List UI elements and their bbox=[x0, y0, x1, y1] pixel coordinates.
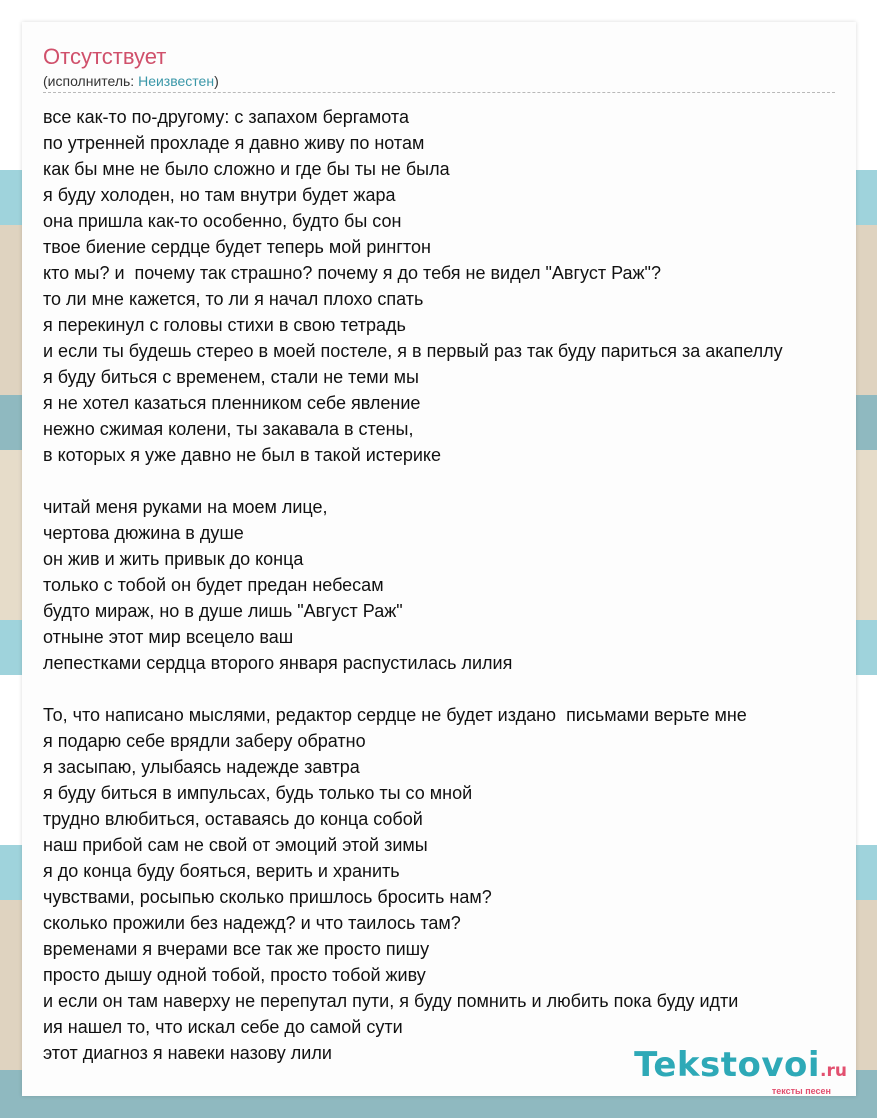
lyric-line: будто мираж, но в душе лишь "Август Раж" bbox=[43, 601, 403, 621]
lyric-line: наш прибой сам не свой от эмоций этой зимы bbox=[43, 835, 428, 855]
lyric-line: я буду биться с временем, стали не теми мы bbox=[43, 367, 419, 387]
lyric-line: нежно сжимая колени, ты закавала в стены, bbox=[43, 419, 414, 439]
logo-domain: .ru bbox=[820, 1061, 847, 1081]
lyric-line: трудно влюбиться, оставаясь до конца собой bbox=[43, 809, 423, 829]
lyric-line: я не хотел казаться пленником себе явление bbox=[43, 393, 421, 413]
logo-text: Tekstovoi bbox=[634, 1045, 821, 1085]
site-logo[interactable] bbox=[634, 1045, 847, 1096]
lyric-line: по утренней прохладе я давно живу по нотам bbox=[43, 133, 425, 153]
logo-wordmark bbox=[634, 1045, 847, 1088]
artist-link[interactable]: Неизвестен bbox=[138, 73, 215, 89]
lyric-line: этот диагноз я навеки назову лили bbox=[43, 1043, 332, 1063]
lyric-line: все как-то по-другому: с запахом бергамота bbox=[43, 107, 409, 127]
artist-suffix: ) bbox=[214, 73, 219, 89]
lyric-line: просто дышу одной тобой, просто тобой живу bbox=[43, 965, 426, 985]
lyric-line: и если ты будешь стерео в моей постеле, я в первый раз так буду париться за акапеллу bbox=[43, 341, 783, 361]
lyric-line: твое биение сердце будет теперь мой рингтон bbox=[43, 237, 431, 257]
lyrics-body bbox=[43, 104, 877, 1066]
lyric-line: я буду биться в импульсах, будь только ты со мной bbox=[43, 783, 473, 803]
lyric-line: как бы мне не было сложно и где бы ты не была bbox=[43, 159, 450, 179]
lyric-line: только с тобой он будет предан небесам bbox=[43, 575, 384, 595]
lyric-line: и если он там наверху не перепутал пути, я буду помнить и любить пока буду идти bbox=[43, 991, 739, 1011]
lyric-line: я подарю себе врядли заберу обратно bbox=[43, 731, 366, 751]
lyrics-card bbox=[22, 22, 856, 1096]
lyric-line: То, что написано мыслями, редактор сердце не будет издано письмами верьте мне bbox=[43, 705, 747, 725]
stanza-break bbox=[43, 676, 877, 702]
lyric-line: отныне этот мир всецело ваш bbox=[43, 627, 294, 647]
lyric-line: временами я вчерами все так же просто пишу bbox=[43, 939, 430, 959]
lyric-line: сколько прожили без надежд? и что таилось там? bbox=[43, 913, 461, 933]
lyric-line: она пришла как-то особенно, будто бы сон bbox=[43, 211, 402, 231]
lyric-line: я перекинул с головы стихи в свою тетрадь bbox=[43, 315, 406, 335]
logo-tagline: тексты песен bbox=[771, 1086, 831, 1096]
artist-prefix: (исполнитель: bbox=[43, 73, 139, 89]
artist-line bbox=[43, 73, 219, 89]
title-divider bbox=[43, 92, 835, 93]
lyric-line: ия нашел то, что искал себе до самой сути bbox=[43, 1017, 403, 1037]
lyric-line: он жив и жить привык до конца bbox=[43, 549, 304, 569]
lyric-line: читай меня руками на моем лице, bbox=[43, 497, 328, 517]
lyric-line: я буду холоден, но там внутри будет жара bbox=[43, 185, 396, 205]
stanza-break bbox=[43, 468, 877, 494]
lyric-line: лепестками сердца второго января распустилась лилия bbox=[43, 653, 513, 673]
lyric-line: я засыпаю, улыбаясь надежде завтра bbox=[43, 757, 360, 777]
lyric-line: чертова дюжина в душе bbox=[43, 523, 244, 543]
lyric-line: чувствами, росыпью сколько пришлось бросить нам? bbox=[43, 887, 492, 907]
song-title: Отсутствует bbox=[43, 44, 167, 69]
lyric-line: в которых я уже давно не был в такой истерике bbox=[43, 445, 442, 465]
lyric-line: я до конца буду бояться, верить и хранить bbox=[43, 861, 400, 881]
lyric-line: кто мы? и почему так страшно? почему я до тебя не видел "Август Раж"? bbox=[43, 263, 661, 283]
lyric-line: то ли мне кажется, то ли я начал плохо спать bbox=[43, 289, 424, 309]
